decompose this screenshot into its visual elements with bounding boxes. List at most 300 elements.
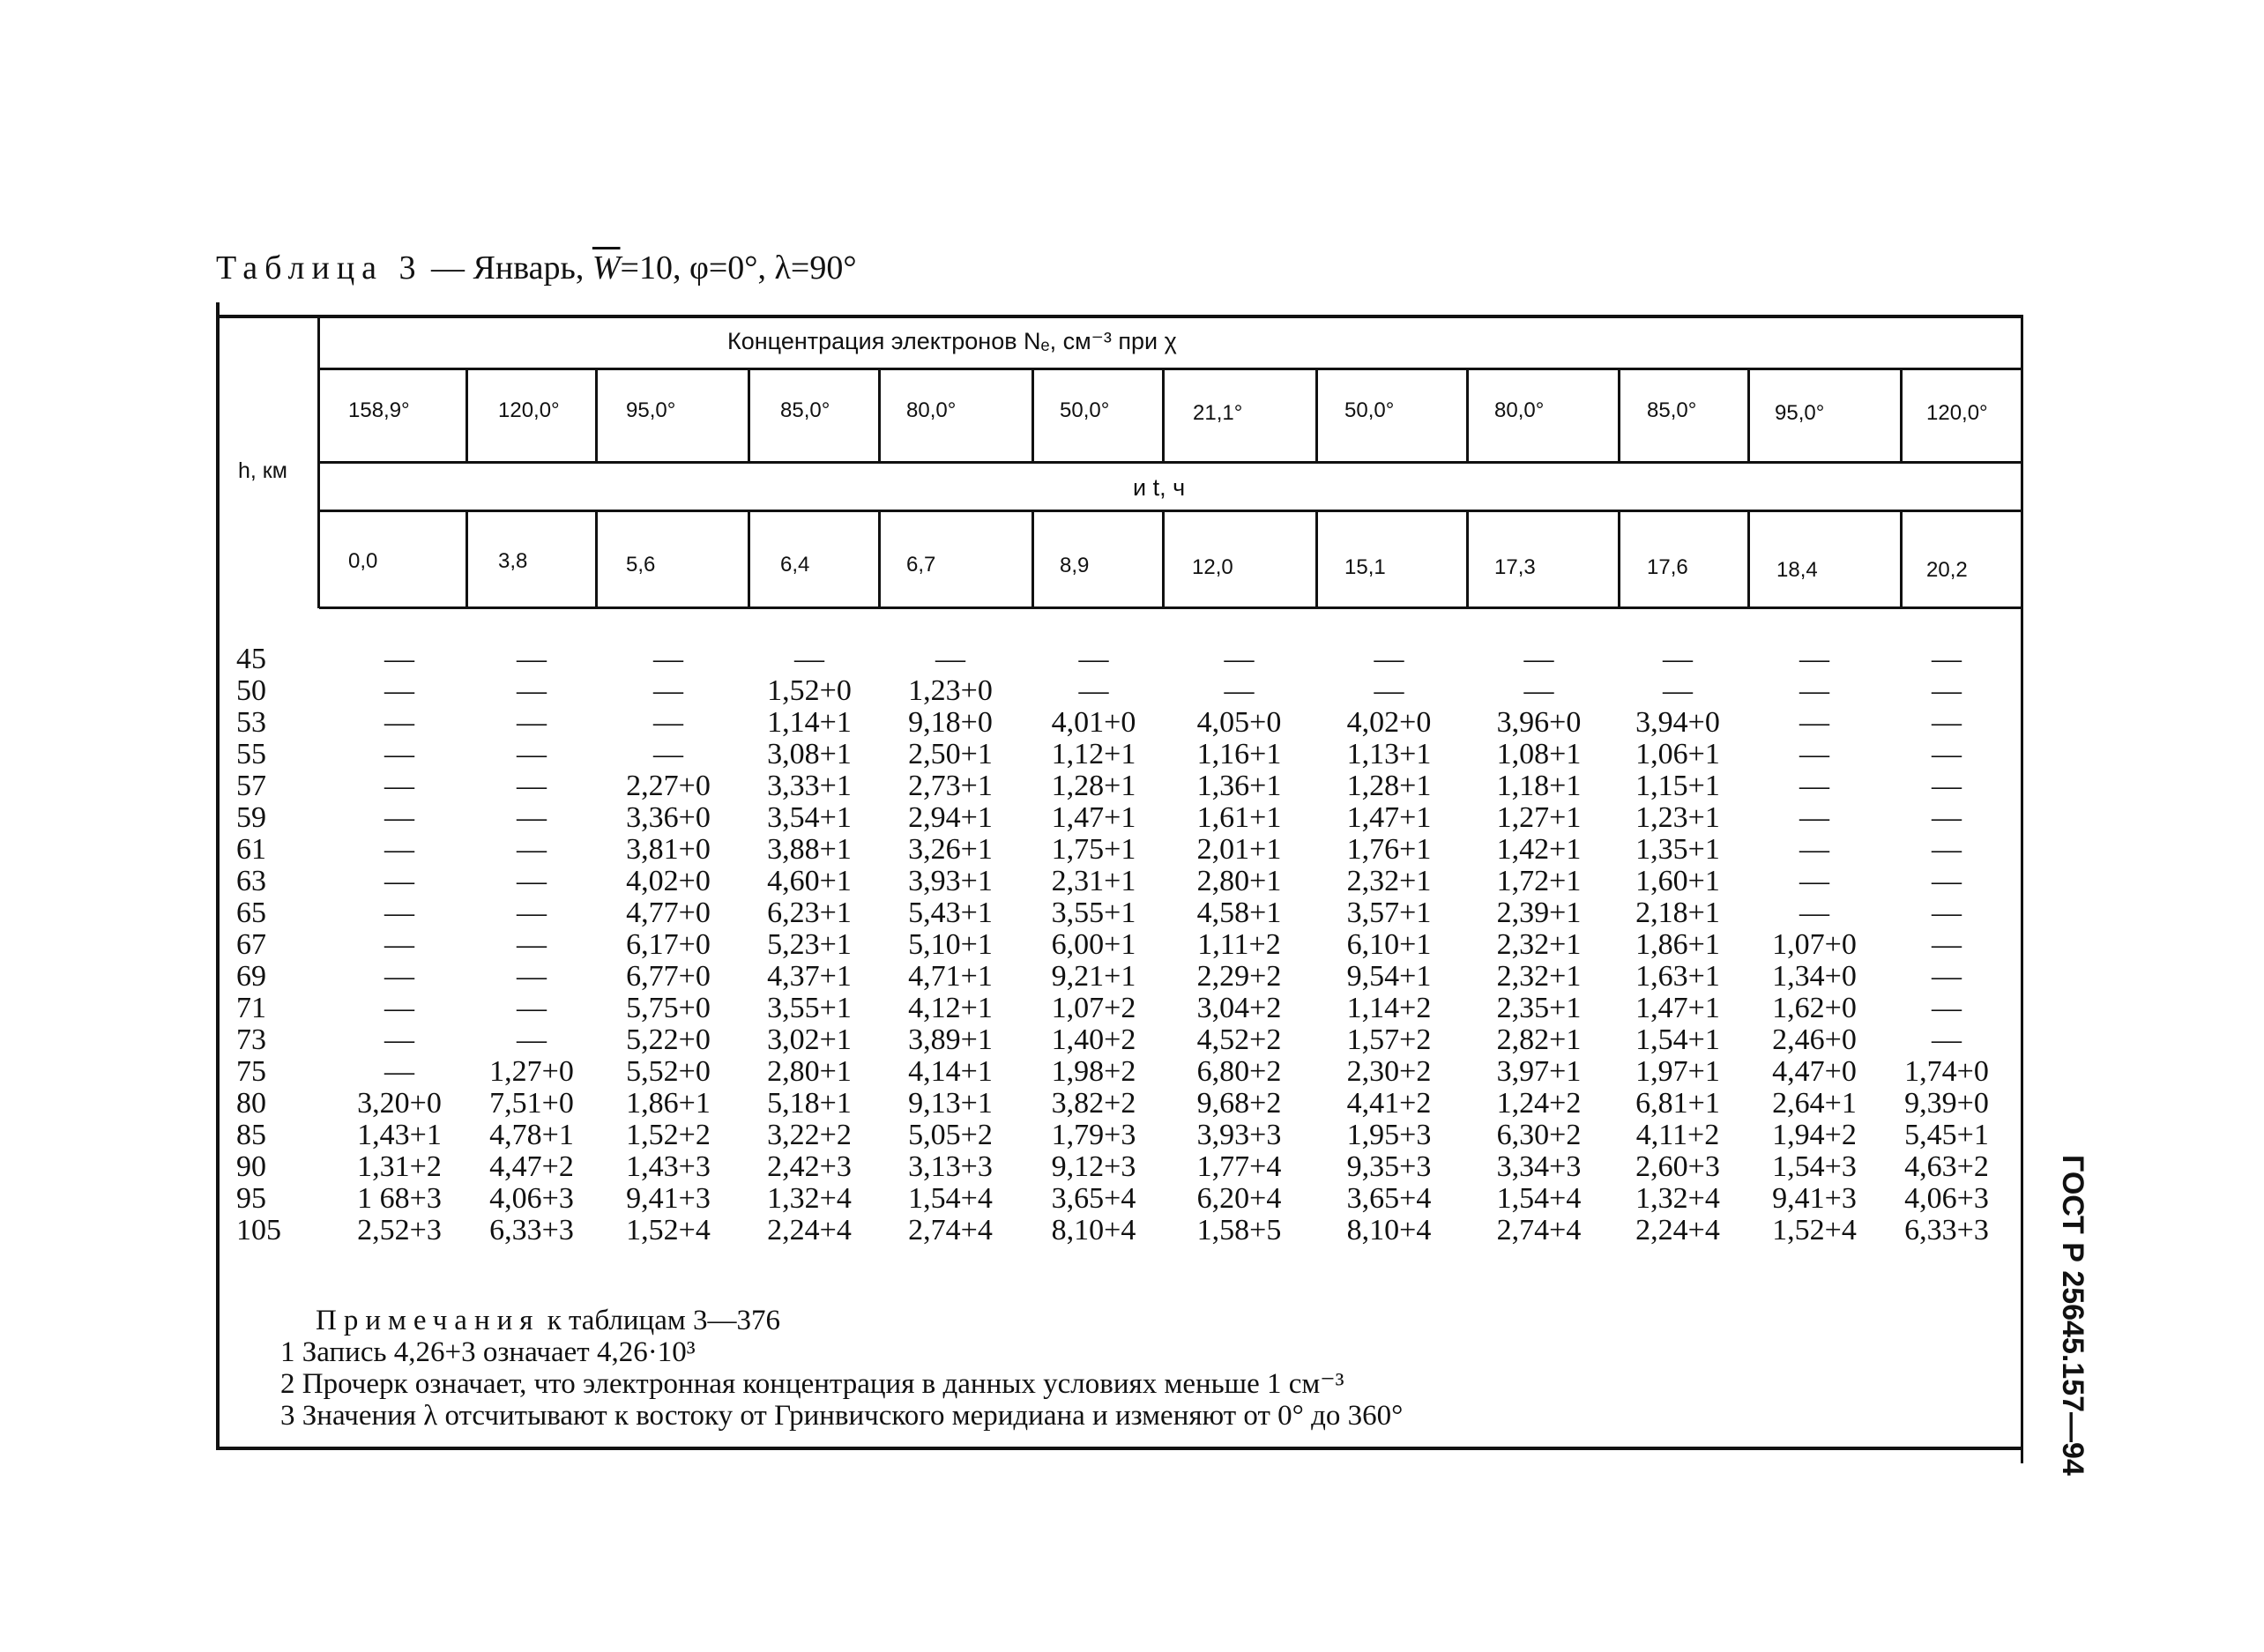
table-row xyxy=(236,866,2008,897)
t-header-4: 6,4 xyxy=(780,553,810,577)
concentration-cell: — xyxy=(1523,674,1554,707)
concentration-cell: 1,43+1 xyxy=(357,1119,442,1151)
t-separator xyxy=(1618,511,1620,606)
concentration-cell: — xyxy=(1932,706,1962,739)
concentration-cell: 4,02+0 xyxy=(626,865,711,897)
chi-header-9: 80,0° xyxy=(1494,398,1545,422)
concentration-cell: 2,24+4 xyxy=(1635,1214,1720,1246)
concentration-cell: 1,16+1 xyxy=(1196,738,1282,770)
concentration-cell: 1,47+1 xyxy=(1635,992,1720,1024)
concentration-cell: 4,47+2 xyxy=(489,1150,574,1183)
concentration-cell: — xyxy=(1932,865,1962,897)
t-header-8: 15,1 xyxy=(1344,555,1386,579)
concentration-cell: 1,77+4 xyxy=(1196,1150,1282,1183)
concentration-cell: 5,23+1 xyxy=(767,928,852,961)
chi-header-7: 21,1° xyxy=(1193,401,1243,425)
header-h-km: h, км xyxy=(238,458,287,483)
concentration-cell: 3,65+4 xyxy=(1346,1182,1432,1215)
concentration-cell: 2,80+1 xyxy=(1196,865,1282,897)
concentration-cell: 1,27+1 xyxy=(1496,801,1582,834)
concentration-cell: — xyxy=(653,706,683,739)
concentration-cell: 1,32+4 xyxy=(767,1182,852,1215)
altitude-cell: 63 xyxy=(236,865,266,897)
concentration-cell: 4,58+1 xyxy=(1196,897,1282,929)
table-row xyxy=(236,961,2008,993)
concentration-cell: 3,54+1 xyxy=(767,801,852,834)
table-row xyxy=(236,1183,2008,1215)
table-row xyxy=(236,644,2008,675)
t-separator xyxy=(1900,511,1903,606)
chi-separator xyxy=(748,368,750,461)
table-row xyxy=(236,1024,2008,1056)
concentration-cell: 3,81+0 xyxy=(626,833,711,866)
t-separator xyxy=(1747,511,1750,606)
concentration-cell: 3,96+0 xyxy=(1496,706,1582,739)
concentration-cell: 1,76+1 xyxy=(1346,833,1432,866)
concentration-cell: — xyxy=(1932,833,1962,866)
header-rule-3 xyxy=(319,510,2023,512)
altitude-cell: 71 xyxy=(236,992,266,1024)
concentration-cell: 2,46+0 xyxy=(1772,1023,1857,1056)
table-body xyxy=(236,644,2008,1246)
altitude-cell: 73 xyxy=(236,1023,266,1056)
concentration-cell: — xyxy=(517,770,547,802)
chi-separator xyxy=(878,368,881,461)
table-row xyxy=(236,1088,2008,1120)
concentration-cell: 3,97+1 xyxy=(1496,1055,1582,1088)
concentration-cell: 2,60+3 xyxy=(1635,1150,1720,1183)
concentration-cell: 6,23+1 xyxy=(767,897,852,929)
concentration-cell: 1,75+1 xyxy=(1051,833,1136,866)
concentration-cell: 4,63+2 xyxy=(1904,1150,1989,1183)
table-row xyxy=(236,707,2008,739)
concentration-cell: 4,06+3 xyxy=(1904,1182,1989,1215)
concentration-cell: 1,07+2 xyxy=(1051,992,1136,1024)
concentration-cell: 2,29+2 xyxy=(1196,960,1282,993)
caption-w-symbol: $\overline{W}$ xyxy=(592,249,621,286)
table-row xyxy=(236,834,2008,866)
concentration-cell: 3,04+2 xyxy=(1196,992,1282,1024)
concentration-cell: 1,15+1 xyxy=(1635,770,1720,802)
concentration-cell: 1,54+3 xyxy=(1772,1150,1857,1183)
header-and-t: и t, ч xyxy=(1133,474,1186,501)
concentration-cell: 1,61+1 xyxy=(1196,801,1282,834)
standard-number-side-label: ГОСТ Р 25645.157—94 xyxy=(2056,1155,2089,1476)
t-header-3: 5,6 xyxy=(626,553,656,577)
table-left-border xyxy=(216,302,220,1450)
concentration-cell: — xyxy=(794,643,824,675)
concentration-cell: — xyxy=(1932,643,1962,675)
table-row xyxy=(236,1151,2008,1183)
concentration-cell: 4,41+2 xyxy=(1346,1087,1432,1120)
t-separator xyxy=(1162,511,1165,606)
concentration-cell: 1,57+2 xyxy=(1346,1023,1432,1056)
header-rule-2 xyxy=(319,461,2023,464)
concentration-cell: 3,94+0 xyxy=(1635,706,1720,739)
concentration-cell: 2,32+1 xyxy=(1496,960,1582,993)
chi-header-11: 95,0° xyxy=(1775,401,1825,425)
altitude-cell: 75 xyxy=(236,1055,266,1088)
concentration-cell: 4,77+0 xyxy=(626,897,711,929)
concentration-cell: 1,58+5 xyxy=(1196,1214,1282,1246)
t-separator xyxy=(465,511,468,606)
chi-separator xyxy=(1315,368,1318,461)
notes-title-spaced: Примечания xyxy=(316,1305,540,1336)
concentration-cell: 2,32+1 xyxy=(1496,928,1582,961)
concentration-cell: 1,98+2 xyxy=(1051,1055,1136,1088)
concentration-cell: 1,52+0 xyxy=(767,674,852,707)
concentration-cell: 3,89+1 xyxy=(908,1023,993,1056)
concentration-cell: 1,27+0 xyxy=(489,1055,574,1088)
concentration-cell: — xyxy=(384,865,414,897)
concentration-cell: 5,05+2 xyxy=(908,1119,993,1151)
concentration-cell: 6,81+1 xyxy=(1635,1087,1720,1120)
concentration-cell: 5,18+1 xyxy=(767,1087,852,1120)
concentration-cell: 1,52+2 xyxy=(626,1119,711,1151)
chi-header-6: 50,0° xyxy=(1060,398,1110,422)
concentration-cell: 1,13+1 xyxy=(1346,738,1432,770)
concentration-cell: 2,24+4 xyxy=(767,1214,852,1246)
t-header-2: 3,8 xyxy=(498,549,528,573)
chi-header-10: 85,0° xyxy=(1647,398,1697,422)
concentration-cell: — xyxy=(1932,897,1962,929)
note-item-3: 3 Значения λ отсчитывают к востоку от Гринвичского меридиана и изменяют от 0° до 360° xyxy=(280,1400,1404,1432)
concentration-cell: 1,79+3 xyxy=(1051,1119,1136,1151)
concentration-cell: 1,40+2 xyxy=(1051,1023,1136,1056)
concentration-cell: 1,12+1 xyxy=(1051,738,1136,770)
concentration-cell: 1,86+1 xyxy=(1635,928,1720,961)
concentration-cell: 1,14+1 xyxy=(767,706,852,739)
concentration-cell: 1,47+1 xyxy=(1051,801,1136,834)
concentration-cell: 2,74+4 xyxy=(1496,1214,1582,1246)
concentration-cell: 5,10+1 xyxy=(908,928,993,961)
concentration-cell: — xyxy=(1663,643,1693,675)
chi-header-5: 80,0° xyxy=(906,398,957,422)
concentration-cell: 1,54+4 xyxy=(1496,1182,1582,1215)
concentration-cell: — xyxy=(1799,674,1829,707)
concentration-cell: 6,33+3 xyxy=(1904,1214,1989,1246)
concentration-cell: 4,14+1 xyxy=(908,1055,993,1088)
concentration-cell: 1,32+4 xyxy=(1635,1182,1720,1215)
concentration-cell: 3,26+1 xyxy=(908,833,993,866)
concentration-cell: 1,23+0 xyxy=(908,674,993,707)
concentration-cell: 5,43+1 xyxy=(908,897,993,929)
chi-separator xyxy=(1466,368,1469,461)
concentration-cell: 3,34+3 xyxy=(1496,1150,1582,1183)
concentration-cell: 9,41+3 xyxy=(626,1182,711,1215)
t-header-11: 18,4 xyxy=(1776,558,1818,582)
concentration-cell: — xyxy=(517,1023,547,1056)
chi-separator xyxy=(1747,368,1750,461)
concentration-cell: 4,06+3 xyxy=(489,1182,574,1215)
concentration-cell: 9,18+0 xyxy=(908,706,993,739)
concentration-cell: 2,39+1 xyxy=(1496,897,1582,929)
altitude-cell: 105 xyxy=(236,1214,281,1246)
concentration-cell: — xyxy=(1932,928,1962,961)
altitude-cell: 59 xyxy=(236,801,266,834)
concentration-cell: 1,52+4 xyxy=(1772,1214,1857,1246)
concentration-cell: 6,33+3 xyxy=(489,1214,574,1246)
concentration-cell: 4,02+0 xyxy=(1346,706,1432,739)
concentration-cell: — xyxy=(384,738,414,770)
table-row xyxy=(236,897,2008,929)
concentration-cell: 2,30+2 xyxy=(1346,1055,1432,1088)
concentration-cell: — xyxy=(1523,643,1554,675)
concentration-cell: — xyxy=(517,960,547,993)
concentration-cell: 3,08+1 xyxy=(767,738,852,770)
chi-header-3: 95,0° xyxy=(626,398,676,422)
concentration-cell: 4,71+1 xyxy=(908,960,993,993)
altitude-cell: 65 xyxy=(236,897,266,929)
concentration-cell: 3,65+4 xyxy=(1051,1182,1136,1215)
concentration-cell: — xyxy=(1932,801,1962,834)
concentration-cell: — xyxy=(1932,992,1962,1024)
t-header-1: 0,0 xyxy=(348,549,378,573)
concentration-cell: — xyxy=(384,992,414,1024)
concentration-cell: 6,77+0 xyxy=(626,960,711,993)
concentration-cell: 3,13+3 xyxy=(908,1150,993,1183)
table-bottom-border xyxy=(216,1447,2023,1450)
notes-title xyxy=(280,1305,1403,1336)
concentration-cell: — xyxy=(384,643,414,675)
concentration-cell: 3,36+0 xyxy=(626,801,711,834)
concentration-cell: — xyxy=(384,706,414,739)
concentration-cell: — xyxy=(384,960,414,993)
chi-separator xyxy=(465,368,468,461)
concentration-cell: — xyxy=(1374,674,1404,707)
concentration-cell: 1,35+1 xyxy=(1635,833,1720,866)
header-rule-4 xyxy=(319,606,2023,609)
concentration-cell: 4,78+1 xyxy=(489,1119,574,1151)
caption-label: Таблица 3 xyxy=(216,249,423,286)
concentration-cell: 4,60+1 xyxy=(767,865,852,897)
concentration-cell: 3,33+1 xyxy=(767,770,852,802)
altitude-cell: 50 xyxy=(236,674,266,707)
concentration-cell: 1,28+1 xyxy=(1051,770,1136,802)
table-row xyxy=(236,1056,2008,1088)
concentration-cell: 2,18+1 xyxy=(1635,897,1720,929)
concentration-cell: 6,20+4 xyxy=(1196,1182,1282,1215)
concentration-cell: 2,64+1 xyxy=(1772,1087,1857,1120)
concentration-cell: — xyxy=(1799,833,1829,866)
concentration-cell: — xyxy=(384,801,414,834)
h-column-separator xyxy=(317,317,320,608)
concentration-cell: 4,05+0 xyxy=(1196,706,1282,739)
concentration-cell: 1,18+1 xyxy=(1496,770,1582,802)
concentration-cell: — xyxy=(517,738,547,770)
caption-rest-2: =10, φ=0°, λ=90° xyxy=(620,249,857,286)
table-caption xyxy=(216,249,857,287)
altitude-cell: 45 xyxy=(236,643,266,675)
concentration-cell: 1,54+1 xyxy=(1635,1023,1720,1056)
concentration-cell: 3,22+2 xyxy=(767,1119,852,1151)
concentration-cell: — xyxy=(384,674,414,707)
concentration-cell: 9,68+2 xyxy=(1196,1087,1282,1120)
concentration-cell: 3,55+1 xyxy=(1051,897,1136,929)
chi-separator xyxy=(1618,368,1620,461)
t-separator xyxy=(1031,511,1034,606)
concentration-cell: 1,72+1 xyxy=(1496,865,1582,897)
chi-separator xyxy=(595,368,598,461)
concentration-cell: 5,75+0 xyxy=(626,992,711,1024)
concentration-cell: 1,52+4 xyxy=(626,1214,711,1246)
table-row xyxy=(236,929,2008,961)
concentration-cell: — xyxy=(1078,674,1109,707)
note-item-1: 1 Запись 4,26+3 означает 4,26·10³ xyxy=(280,1336,696,1368)
t-header-5: 6,7 xyxy=(906,553,936,577)
t-header-9: 17,3 xyxy=(1494,555,1536,579)
concentration-cell: — xyxy=(517,928,547,961)
concentration-cell: — xyxy=(384,1023,414,1056)
altitude-cell: 55 xyxy=(236,738,266,770)
concentration-cell: 9,35+3 xyxy=(1346,1150,1432,1183)
concentration-cell: 2,52+3 xyxy=(357,1214,442,1246)
table-row xyxy=(236,1120,2008,1151)
table-top-border xyxy=(216,315,2023,318)
concentration-cell: 2,35+1 xyxy=(1496,992,1582,1024)
concentration-cell: 9,39+0 xyxy=(1904,1087,1989,1120)
t-separator xyxy=(1466,511,1469,606)
concentration-cell: 1,06+1 xyxy=(1635,738,1720,770)
concentration-cell: 6,30+2 xyxy=(1496,1119,1582,1151)
concentration-cell: 1,31+2 xyxy=(357,1150,442,1183)
concentration-cell: — xyxy=(384,897,414,929)
concentration-cell: — xyxy=(517,674,547,707)
table-row xyxy=(236,675,2008,707)
t-header-10: 17,6 xyxy=(1647,555,1688,579)
altitude-cell: 57 xyxy=(236,770,266,802)
concentration-cell: — xyxy=(517,833,547,866)
concentration-cell: 1,42+1 xyxy=(1496,833,1582,866)
concentration-cell: — xyxy=(653,738,683,770)
concentration-cell: 2,82+1 xyxy=(1496,1023,1582,1056)
concentration-cell: 1,34+0 xyxy=(1772,960,1857,993)
concentration-cell: — xyxy=(1374,643,1404,675)
concentration-cell: 1,28+1 xyxy=(1346,770,1432,802)
concentration-cell: — xyxy=(1932,738,1962,770)
chi-separator xyxy=(1031,368,1034,461)
concentration-cell: — xyxy=(384,770,414,802)
concentration-cell: 4,47+0 xyxy=(1772,1055,1857,1088)
concentration-cell: — xyxy=(1799,865,1829,897)
concentration-cell: 3,93+1 xyxy=(908,865,993,897)
concentration-cell: 5,52+0 xyxy=(626,1055,711,1088)
note-item-2: 2 Прочерк означает, что электронная концентрация в данных условиях меньше 1 см⁻³ xyxy=(280,1368,1344,1400)
concentration-cell: 1,43+3 xyxy=(626,1150,711,1183)
concentration-cell: — xyxy=(1799,801,1829,834)
concentration-cell: — xyxy=(1932,770,1962,802)
altitude-cell: 90 xyxy=(236,1150,266,1183)
concentration-cell: 1 68+3 xyxy=(357,1182,442,1215)
chi-header-4: 85,0° xyxy=(780,398,830,422)
t-header-7: 12,0 xyxy=(1192,555,1233,579)
concentration-cell: — xyxy=(517,992,547,1024)
t-separator xyxy=(878,511,881,606)
concentration-cell: 1,47+1 xyxy=(1346,801,1432,834)
concentration-cell: 8,10+4 xyxy=(1051,1214,1136,1246)
concentration-cell: — xyxy=(1932,960,1962,993)
concentration-cell: 1,07+0 xyxy=(1772,928,1857,961)
concentration-cell: 1,95+3 xyxy=(1346,1119,1432,1151)
concentration-cell: 1,08+1 xyxy=(1496,738,1582,770)
concentration-cell: 1,97+1 xyxy=(1635,1055,1720,1088)
concentration-cell: — xyxy=(1799,706,1829,739)
concentration-cell: 3,93+3 xyxy=(1196,1119,1282,1151)
concentration-cell: 6,80+2 xyxy=(1196,1055,1282,1088)
concentration-cell: — xyxy=(517,865,547,897)
altitude-cell: 80 xyxy=(236,1087,266,1120)
altitude-cell: 95 xyxy=(236,1182,266,1215)
concentration-cell: — xyxy=(653,643,683,675)
concentration-cell: 1,60+1 xyxy=(1635,865,1720,897)
concentration-cell: 2,27+0 xyxy=(626,770,711,802)
concentration-cell: 1,11+2 xyxy=(1197,928,1281,961)
concentration-cell: — xyxy=(1799,770,1829,802)
concentration-cell: 1,24+2 xyxy=(1496,1087,1582,1120)
concentration-cell: — xyxy=(1932,674,1962,707)
altitude-cell: 61 xyxy=(236,833,266,866)
concentration-cell: 6,10+1 xyxy=(1346,928,1432,961)
notes-title-rest: к таблицам 3—376 xyxy=(540,1305,780,1336)
concentration-cell: 5,22+0 xyxy=(626,1023,711,1056)
concentration-cell: — xyxy=(384,833,414,866)
concentration-cell: 5,45+1 xyxy=(1904,1119,1989,1151)
chi-header-8: 50,0° xyxy=(1344,398,1395,422)
header-concentration: Концентрация электронов Nₑ, см⁻³ при χ xyxy=(727,328,1177,354)
concentration-cell: 9,13+1 xyxy=(908,1087,993,1120)
t-header-12: 20,2 xyxy=(1926,558,1968,582)
concentration-cell: — xyxy=(1799,738,1829,770)
concentration-cell: 1,36+1 xyxy=(1196,770,1282,802)
concentration-cell: — xyxy=(1799,643,1829,675)
concentration-cell: 3,02+1 xyxy=(767,1023,852,1056)
concentration-cell: 2,94+1 xyxy=(908,801,993,834)
t-separator xyxy=(595,511,598,606)
chi-header-2: 120,0° xyxy=(498,398,560,422)
concentration-cell: 3,88+1 xyxy=(767,833,852,866)
t-separator xyxy=(1315,511,1318,606)
chi-separator xyxy=(1900,368,1903,461)
table-row xyxy=(236,739,2008,770)
concentration-cell: 3,82+2 xyxy=(1051,1087,1136,1120)
concentration-cell: — xyxy=(384,1055,414,1088)
concentration-cell: 6,00+1 xyxy=(1051,928,1136,961)
concentration-cell: 9,21+1 xyxy=(1051,960,1136,993)
concentration-cell: 1,23+1 xyxy=(1635,801,1720,834)
concentration-cell: — xyxy=(384,928,414,961)
concentration-cell: — xyxy=(1078,643,1109,675)
concentration-cell: 1,94+2 xyxy=(1772,1119,1857,1151)
concentration-cell: — xyxy=(517,706,547,739)
concentration-cell: — xyxy=(1224,643,1255,675)
concentration-cell: — xyxy=(653,674,683,707)
concentration-cell: 2,42+3 xyxy=(767,1150,852,1183)
concentration-cell: — xyxy=(1224,674,1255,707)
header-rule-1 xyxy=(319,368,2023,370)
concentration-cell: 6,17+0 xyxy=(626,928,711,961)
chi-header-12: 120,0° xyxy=(1926,401,1988,425)
chi-separator xyxy=(1162,368,1165,461)
concentration-cell: 1,86+1 xyxy=(626,1087,711,1120)
table-row xyxy=(236,802,2008,834)
concentration-cell: 7,51+0 xyxy=(489,1087,574,1120)
concentration-cell: 1,74+0 xyxy=(1904,1055,1989,1088)
concentration-cell: — xyxy=(517,801,547,834)
altitude-cell: 53 xyxy=(236,706,266,739)
altitude-cell: 85 xyxy=(236,1119,266,1151)
concentration-cell: 2,31+1 xyxy=(1051,865,1136,897)
concentration-cell: — xyxy=(517,643,547,675)
